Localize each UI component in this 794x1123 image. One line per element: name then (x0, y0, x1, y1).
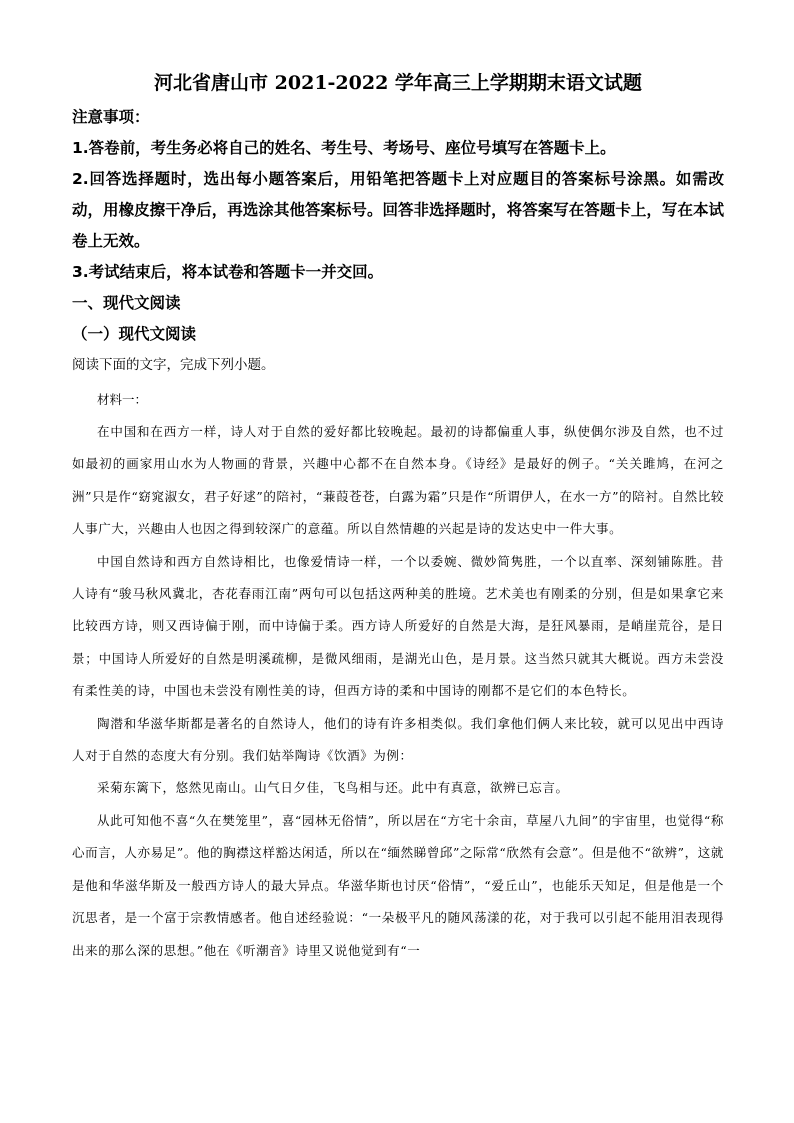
section-subheading: （一）现代文阅读 (72, 325, 197, 343)
reading-section (72, 288, 724, 967)
body-paragraph-4: 从此可知他不喜“久在樊笼里”，喜“园林无俗情”，所以居在“方宅十余亩，草屋八九间”的宇宙里，也觉得“称心而言，人亦易足”。他的胸襟这样豁达闲适，所以在“缅然睇曾邱”之际常“欣然有会意”。但是他不“欲辨”，这就是他和华滋华斯及一般西方诗人的最大异点。华滋华斯也讨厌“俗情”，“爱丘山”，也能乐天知足，但是他是一个沉思者，是一个富于宗教情感者。他自述经验说：“一朵极平凡的随风荡漾的花，对于我可以引起不能用泪表现得出来的那么深的思想。”他在《听潮音》诗里又说他觉到有“一 (72, 812, 724, 958)
notice-item-3: 3.考试结束后，将本试卷和答题卡一并交回。 (72, 263, 384, 281)
reading-instruction: 阅读下面的文字，完成下列小题。 (72, 357, 275, 373)
body-paragraph-2: 中国自然诗和西方自然诗相比，也像爱情诗一样，一个以委婉、微妙简隽胜，一个以直率、深刻铺陈胜。昔人诗有“骏马秋风冀北，杏花春雨江南”两句可以包括这两种美的胜境。艺术美也有刚柔的分别，但是如果拿它来比较西方诗，则又西诗偏于刚，而中诗偏于柔。西方诗人所爱好的自然是大海，是狂风暴雨，是峭崖荒谷，是日景；中国诗人所爱好的自然是明溪疏柳，是微风细雨，是湖光山色，是月景。这当然只就其大概说。西方未尝没有柔性美的诗，中国也未尝没有刚性美的诗，但西方诗的柔和中国诗的刚都不是它们的本色特长。 (72, 553, 724, 699)
poem-quote: 采菊东篱下，悠然见南山。山气日夕佳，飞鸟相与还。此中有真意，欲辨已忘言。 (97, 780, 569, 796)
document-title: 河北省唐山市 2021-2022 学年高三上学期期末语文试题 (154, 72, 642, 94)
notice-block (72, 102, 724, 288)
notice-heading: 注意事项： (72, 108, 150, 126)
section-heading: 一、现代文阅读 (72, 294, 181, 312)
body-paragraph-3: 陶潜和华滋华斯都是著名的自然诗人，他们的诗有许多相类似。我们拿他们俩人来比较，就可以见出中西诗人对于自然的态度大有分别。我们姑举陶诗《饮酒》为例： (72, 715, 724, 764)
document-page (72, 68, 724, 967)
notice-item-1: 1.答卷前，考生务必将自己的姓名、考生号、考场号、座位号填写在答题卡上。 (72, 139, 616, 157)
material-label: 材料一： (97, 392, 148, 407)
notice-item-2: 2.回答选择题时，选出每小题答案后，用铅笔把答题卡上对应题目的答案标号涂黑。如需改动，用橡皮擦干净后，再选涂其他答案标号。回答非选择题时，将答案写在答题卡上，写在本试卷上无效。 (72, 170, 724, 250)
body-paragraph-1: 在中国和在西方一样，诗人对于自然的爱好都比较晚起。最初的诗都偏重人事，纵使偶尔涉及自然，也不过如最初的画家用山水为人物画的背景，兴趣中心都不在自然本身。《诗经》是最好的例子。“关关雎鸠，在河之洲”只是作“窈窕淑女，君子好逑”的陪衬，“蒹葭苍苍，白露为霜”只是作“所谓伊人，在水一方”的陪衬。自然比较人事广大，兴趣由人也因之得到较深广的意蕴。所以自然情趣的兴起是诗的发达史中一件大事。 (72, 424, 724, 537)
